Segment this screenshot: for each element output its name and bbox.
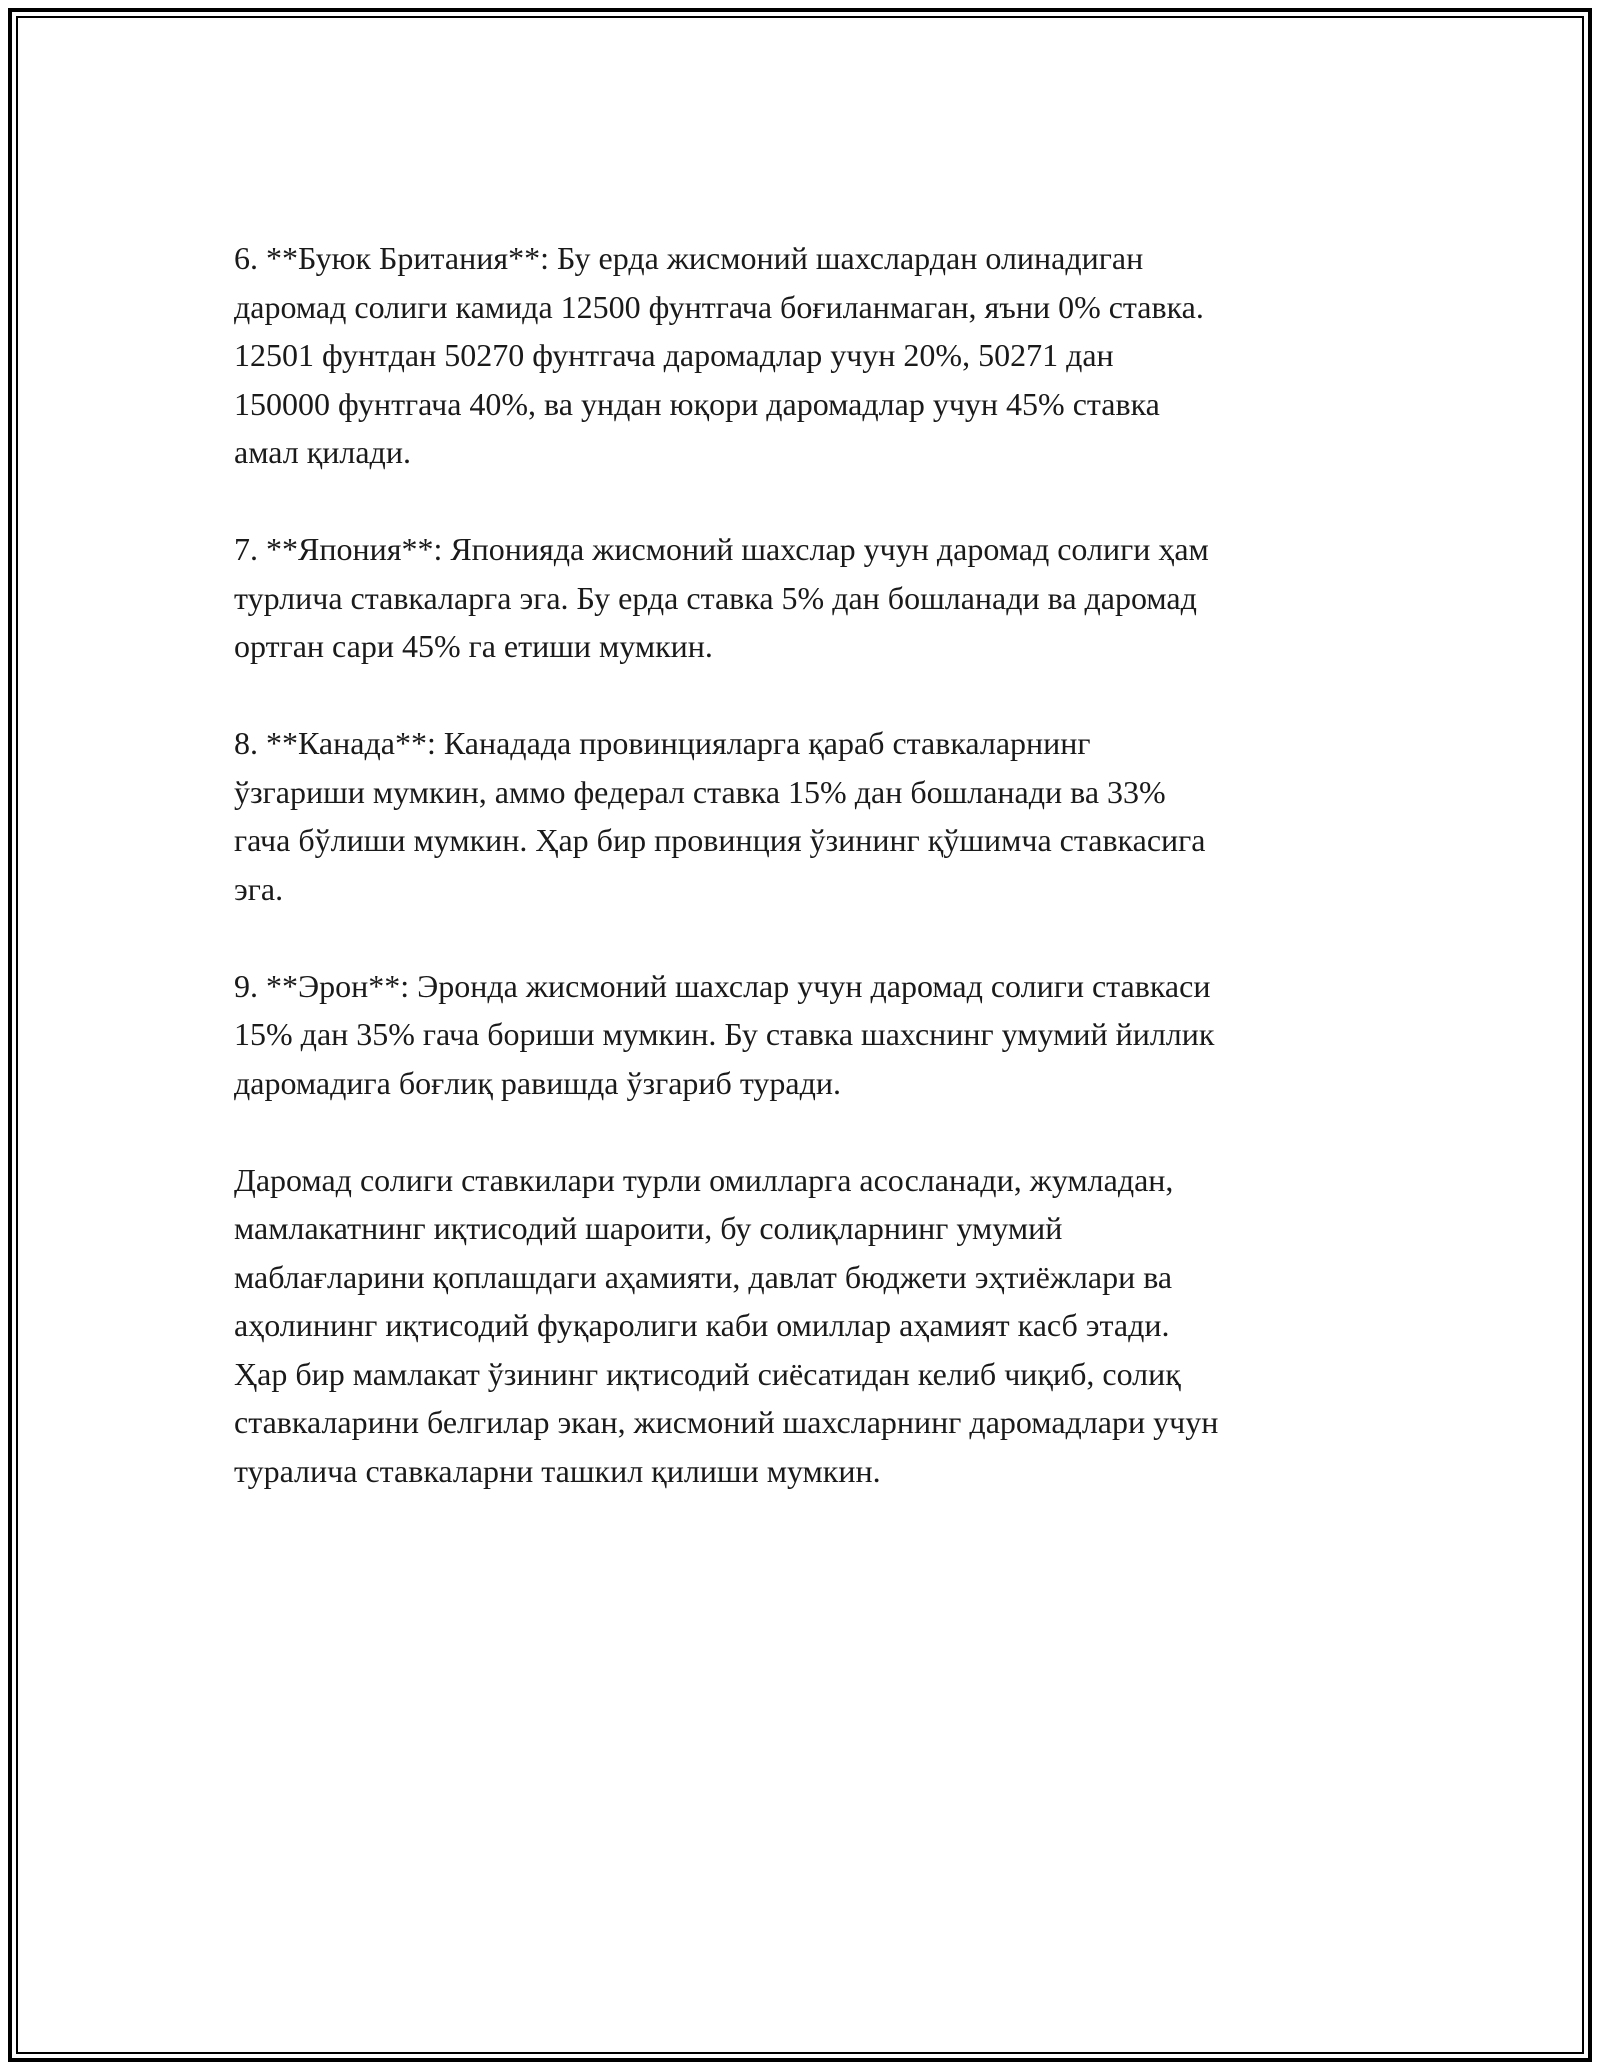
text-line: ставкаларини белгилар экан, жисмоний шахсларнинг даромадлари учун [234, 1404, 1219, 1440]
text-line: ўзгариши мумкин, аммо федерал ставка 15% дан бошланади ва 33% [234, 773, 1166, 810]
text-line: мамлакатнинг иқтисодий шароити, бу солиқларнинг умумий [234, 1210, 1063, 1246]
text-line: гача бўлиши мумкин. Ҳар бир провинция ўзининг қўшимча ставкасига [234, 822, 1206, 858]
paragraph-japan [234, 525, 1384, 671]
text-line: даромадига боғлиқ равишда ўзгариб туради. [234, 1064, 841, 1101]
text-line: ортган сари 45% га етиши мумкин. [234, 628, 713, 664]
text-line: эга. [234, 870, 284, 907]
text-line: Ҳар бир мамлакат ўзининг иқтисодий сиёсатидан келиб чиқиб, солиқ [234, 1355, 1181, 1392]
text-line: 12501 фунтдан 50270 фунтгача даромадлар учун 20%, 50271 дан [234, 337, 1114, 373]
text-line: 15% дан 35% гача бориши мумкин. Бу ставка шахснинг умумий йиллик [234, 1016, 1215, 1052]
text-line: амал қилади. [234, 434, 411, 470]
text-line: турлича ставкаларга эга. Бу ерда ставка 5% дан бошланади ва даромад [234, 579, 1197, 616]
text-line: аҳолининг иқтисодий фуқаролиги каби омиллар аҳамият касб этади. [234, 1307, 1170, 1343]
paragraph-uk [234, 234, 1384, 477]
text-line: 9. **Эрон**: Эронда жисмоний шахслар учун даромад солиги ставкаси [234, 967, 1211, 1004]
text-line: 7. **Япония**: Японияда жисмоний шахслар учун даромад солиги ҳам [234, 531, 1209, 567]
paragraph-iran [234, 962, 1384, 1108]
text-line: даромад солиги камида 12500 фунтгача боғиланмаган, яъни 0% ставка. [234, 288, 1204, 325]
text-line: Даромад солиги ставкилари турли омилларга асосланади, жумладан, [234, 1161, 1174, 1198]
document-body [234, 234, 1384, 1544]
text-line: туралича ставкаларни ташкил қилиши мумкин. [234, 1452, 881, 1489]
paragraph-conclusion [234, 1156, 1384, 1496]
text-line: 8. **Канада**: Канадада провинцияларга қараб ставкаларнинг [234, 725, 1091, 761]
text-line: 150000 фунтгача 40%, ва ундан юқори даромадлар учун 45% ставка [234, 385, 1160, 422]
paragraph-canada [234, 719, 1384, 913]
text-line: 6. **Буюк Британия**: Бу ерда жисмоний шахслардан олинадиган [234, 240, 1144, 276]
text-line: маблағларини қоплашдаги аҳамияти, давлат бюджети эҳтиёжлари ва [234, 1258, 1173, 1295]
